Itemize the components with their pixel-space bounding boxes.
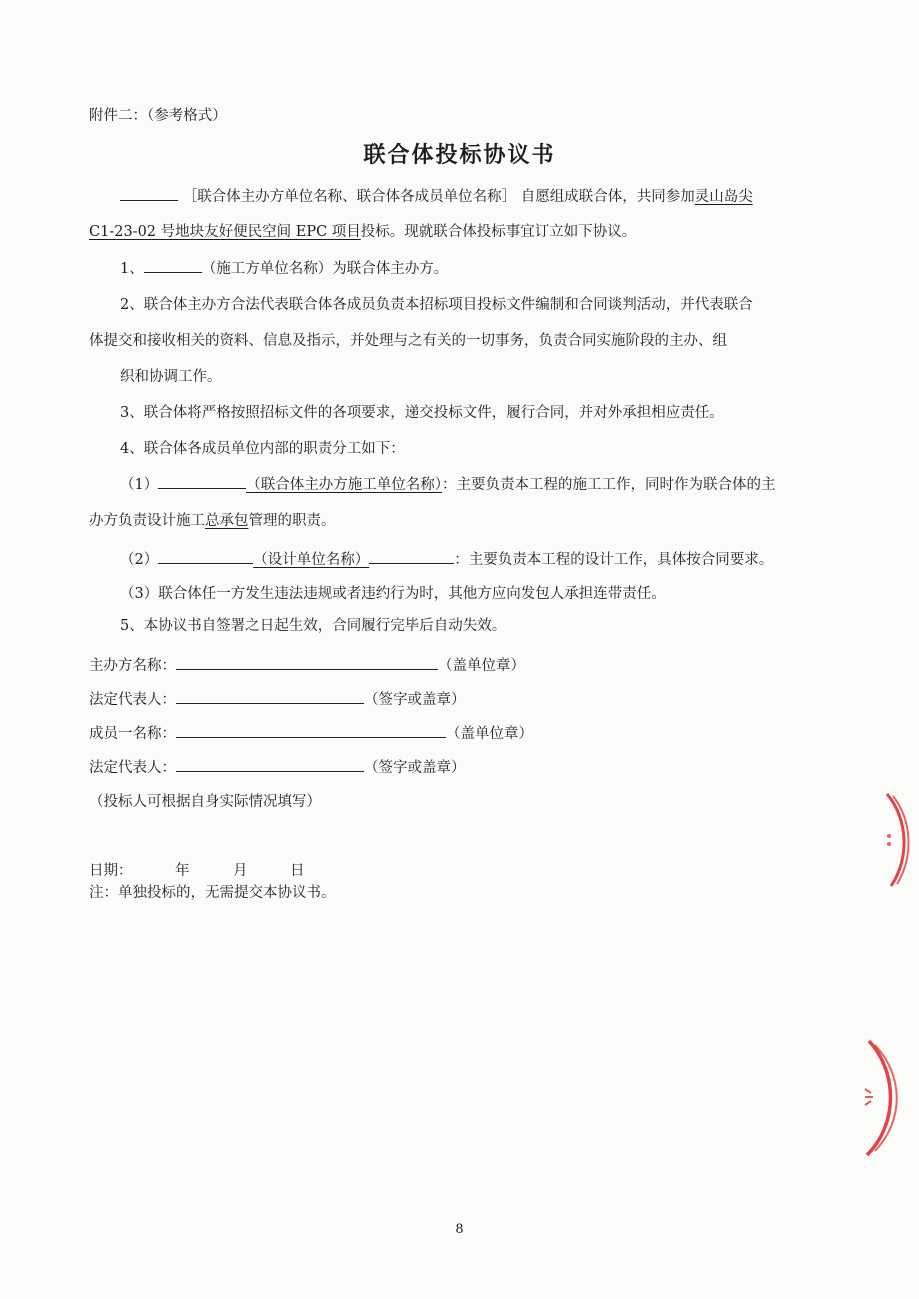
signature-note: （盖单位章）: [446, 726, 533, 742]
clause-4: 4、联合体各成员单位内部的职责分工如下：: [120, 441, 405, 457]
division-1-line-1: [120, 473, 775, 494]
intro-line-2: [89, 220, 636, 241]
division-1-text-b1: 办方负责设计施工: [89, 513, 205, 529]
members-blank: [120, 187, 178, 201]
signature-label: 成员一名称：: [89, 726, 176, 742]
clause-5: 5、本协议书自签署之日起生效，合同履行完毕后自动失效。: [120, 618, 507, 634]
clause-2-line-1: 2、联合体主办方合法代表联合体各成员负责本招标项目投标文件编制和合同谈判活动，并代表联合: [120, 297, 753, 313]
page-number: 8: [455, 1222, 464, 1237]
signature-line: [176, 690, 364, 704]
intro-text-a: 自愿组成联合体，共同参加: [520, 189, 695, 205]
signature-label: 主办方名称：: [89, 658, 176, 674]
clause-1-number: 1、: [120, 261, 144, 277]
division-1-text-a: ：主要负责本工程的施工工作，同时作为联合体的主: [441, 477, 776, 493]
document-title: 联合体投标协议书: [363, 142, 556, 168]
signature-note: （盖单位章）: [438, 658, 525, 674]
division-2: [120, 548, 773, 569]
clause-2-line-3: 织和协调工作。: [120, 369, 222, 385]
clause-1-blank: [144, 259, 202, 273]
signature-note: （签字或盖章）: [364, 760, 466, 776]
division-2-blank-right: [369, 550, 454, 564]
signature-row-member-rep: [89, 756, 466, 777]
signature-label: 法定代表人：: [89, 692, 176, 708]
attachment-label: 附件二：（参考格式）: [89, 108, 227, 124]
division-1-text-b3: 管理的职责。: [248, 513, 336, 529]
intro-text-b: 投标。现就联合体投标事宜订立如下协议。: [360, 224, 637, 240]
signature-note: （签字或盖章）: [364, 692, 466, 708]
signature-line: [176, 758, 364, 772]
division-2-number: （2）: [120, 552, 159, 568]
division-2-placeholder: （设计单位名称）: [253, 552, 370, 568]
division-1-placeholder: （联合体主办方施工单位名称）: [246, 477, 442, 493]
signature-row-lead-name: [89, 654, 525, 675]
project-name-part1: 灵山岛尖: [694, 189, 753, 205]
seal-fragment-lower: [853, 1035, 919, 1160]
signature-line: [176, 724, 446, 738]
footnote: 注：单独投标的，无需提交本协议书。: [89, 885, 336, 901]
clause-1-placeholder: （施工方单位名称）: [201, 261, 333, 277]
division-2-text: ：主要负责本工程的设计工作，具体按合同要求。: [454, 552, 774, 568]
date-month: 月: [233, 863, 248, 879]
clause-1: [120, 257, 448, 278]
intro-line-1: [120, 185, 753, 206]
division-3: （3）联合体任一方发生违法违规或者违约行为时，其他方应向发包人承担连带责任。: [120, 586, 666, 602]
signature-line: [176, 656, 438, 670]
clause-2-line-2: 体提交和接收相关的资料、信息及指示，并处理与之有关的一切事务，负责合同实施阶段的主办、组: [89, 333, 727, 349]
clause-3: 3、联合体将严格按照招标文件的各项要求，递交投标文件，履行合同，并对外承担相应责任。: [120, 405, 724, 421]
division-1-text-b2: 总承包: [205, 513, 249, 529]
date-year: 年: [175, 863, 190, 879]
seal-fragment-upper: [875, 790, 919, 890]
division-1-blank-left: [158, 475, 246, 489]
date-day: 日: [290, 863, 305, 879]
members-placeholder: ［联合体主办方单位名称、联合体各成员单位名称］: [182, 189, 517, 205]
signature-row-lead-rep: [89, 688, 466, 709]
clause-1-text: 为联合体主办方。: [332, 261, 449, 277]
division-1-line-2: [89, 509, 336, 530]
fill-note: （投标人可根据自身实际情况填写）: [89, 794, 321, 810]
signature-label: 法定代表人：: [89, 760, 176, 776]
division-1-number: （1）: [120, 477, 159, 493]
project-name-part2: C1-23-02 号地块友好便民空间 EPC 项目: [89, 224, 361, 240]
division-2-blank-left: [158, 550, 253, 564]
signature-row-member-name: [89, 722, 533, 743]
date-label: 日期：: [89, 863, 133, 879]
